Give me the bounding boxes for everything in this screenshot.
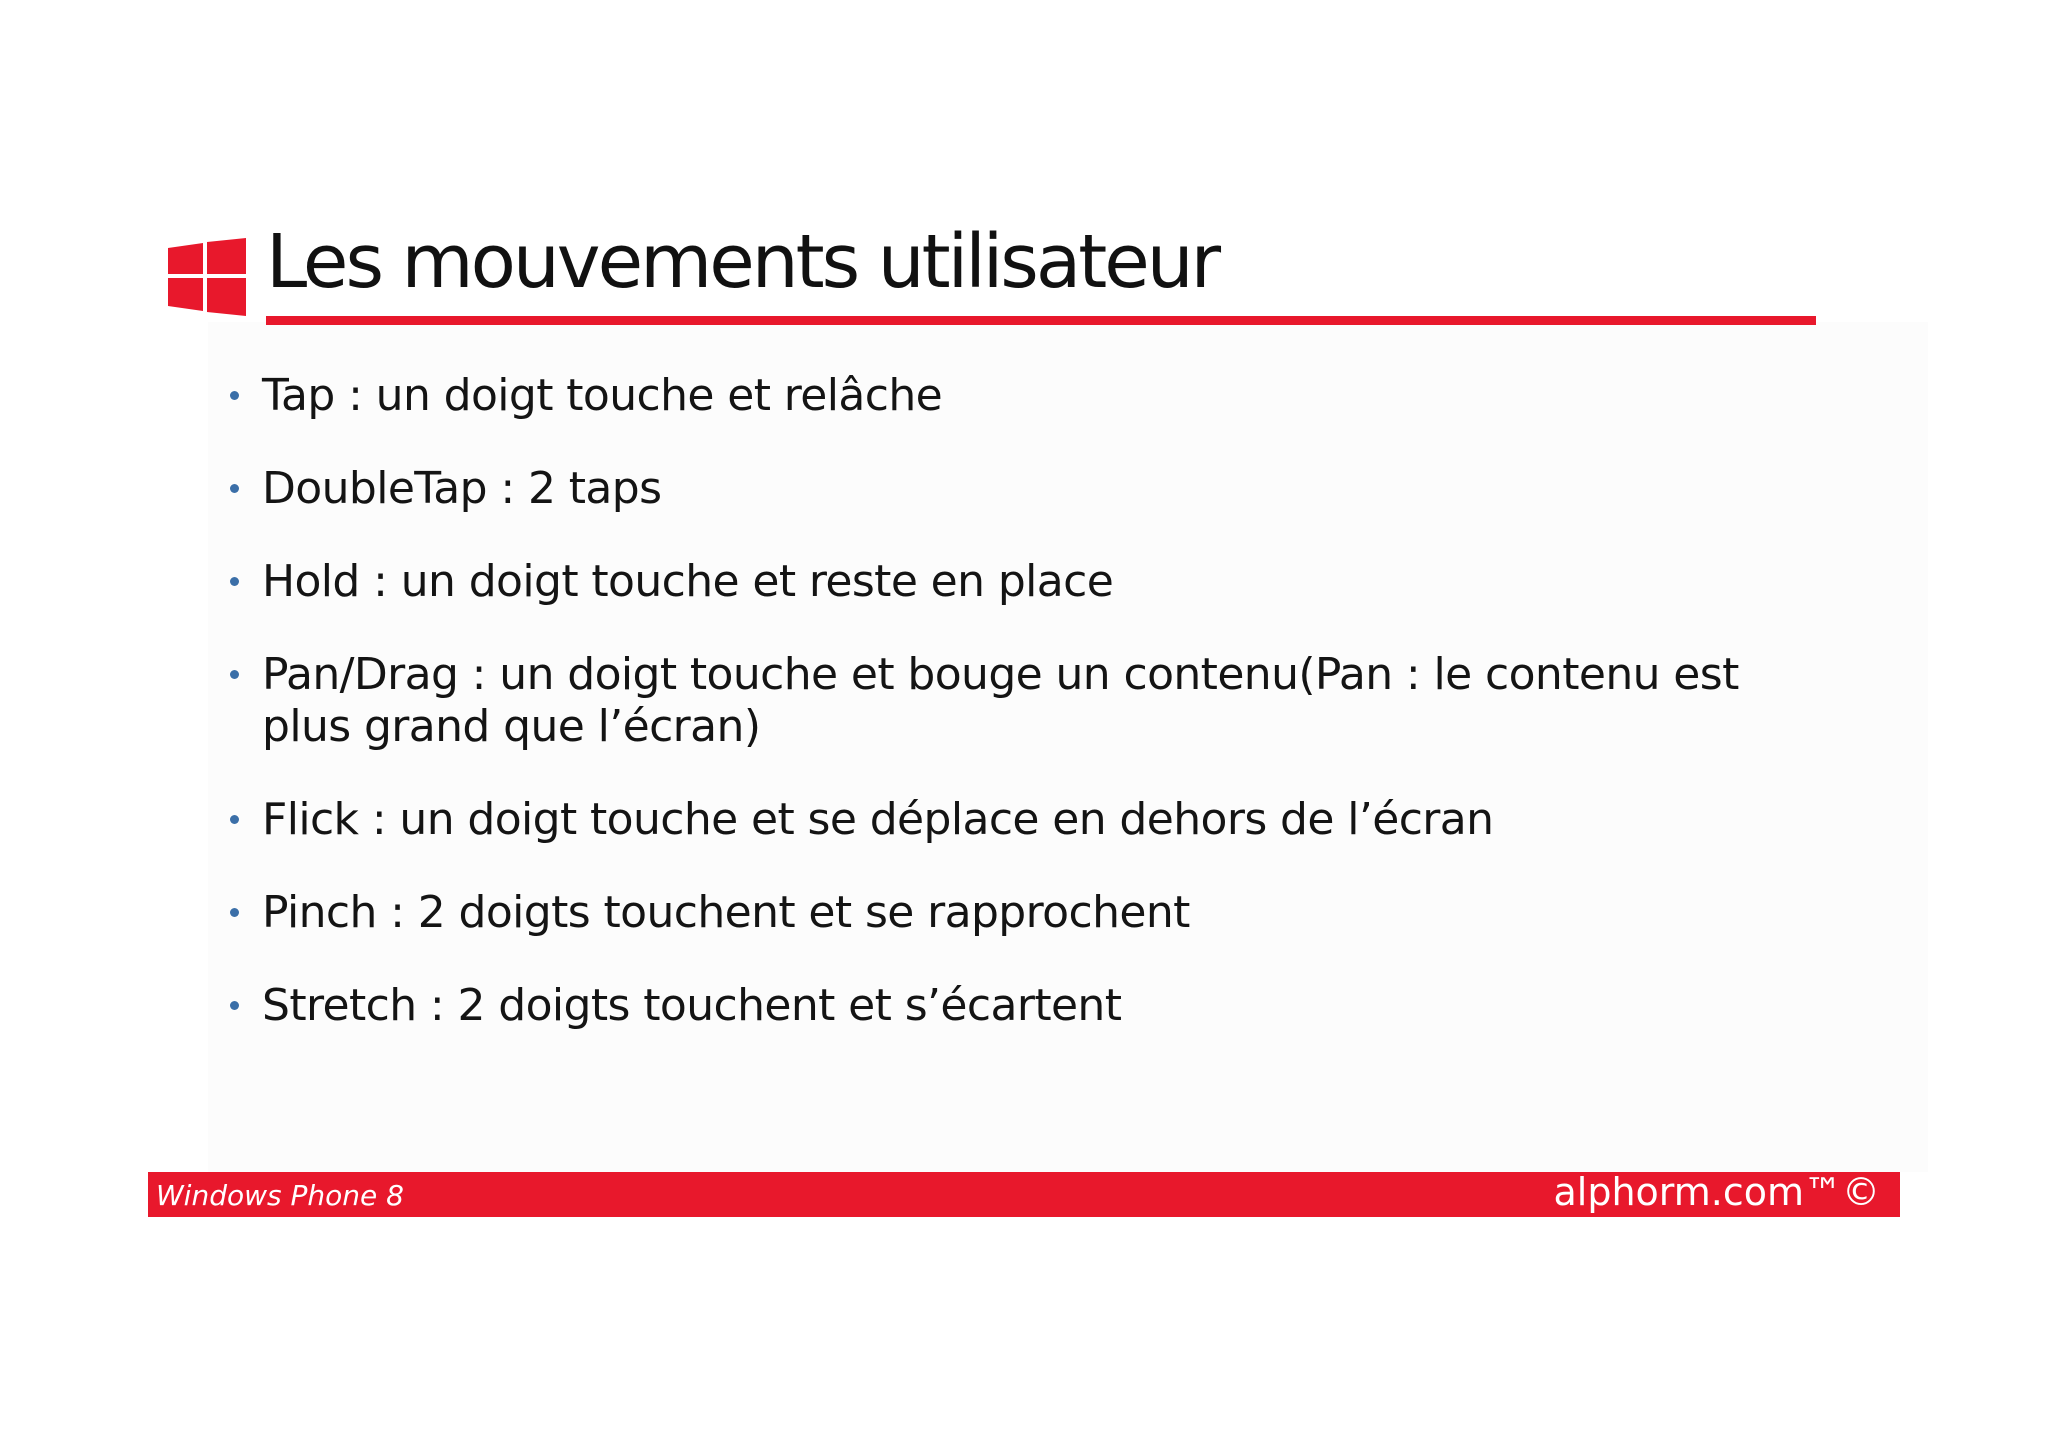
bullet-icon xyxy=(230,1001,239,1010)
list-item-text: DoubleTap : 2 taps xyxy=(262,463,662,514)
list-item xyxy=(224,649,1804,753)
title-underline xyxy=(266,316,1816,325)
list-item xyxy=(224,794,1804,846)
list-item-text: Pan/Drag : un doigt touche et bouge un contenu(Pan : le contenu est plus grand que l’écran) xyxy=(262,649,1739,752)
slide-title: Les mouvements utilisateur xyxy=(266,219,1219,305)
list-item xyxy=(224,556,1804,608)
list-item-text: Flick : un doigt touche et se déplace en dehors de l’écran xyxy=(262,794,1494,845)
list-item xyxy=(224,887,1804,939)
list-item-text: Stretch : 2 doigts touchent et s’écartent xyxy=(262,980,1122,1031)
list-item-text: Pinch : 2 doigts touchent et se rapprochent xyxy=(262,887,1190,938)
bullet-icon xyxy=(230,908,239,917)
footer-course-title: Windows Phone 8 xyxy=(156,1179,404,1212)
list-item-text: Hold : un doigt touche et reste en place xyxy=(262,556,1114,607)
bullet-icon xyxy=(230,815,239,824)
list-item-text: Tap : un doigt touche et relâche xyxy=(262,370,943,421)
windows-logo-icon xyxy=(168,238,246,316)
list-item xyxy=(224,463,1804,515)
footer-bar xyxy=(148,1172,1900,1217)
bullet-icon xyxy=(230,670,239,679)
bullet-icon xyxy=(230,391,239,400)
bullet-list xyxy=(224,370,1804,1073)
bullet-icon xyxy=(230,484,239,493)
list-item xyxy=(224,370,1804,422)
footer-brand: alphorm.com™© xyxy=(1553,1170,1880,1214)
bullet-icon xyxy=(230,577,239,586)
list-item xyxy=(224,980,1804,1032)
